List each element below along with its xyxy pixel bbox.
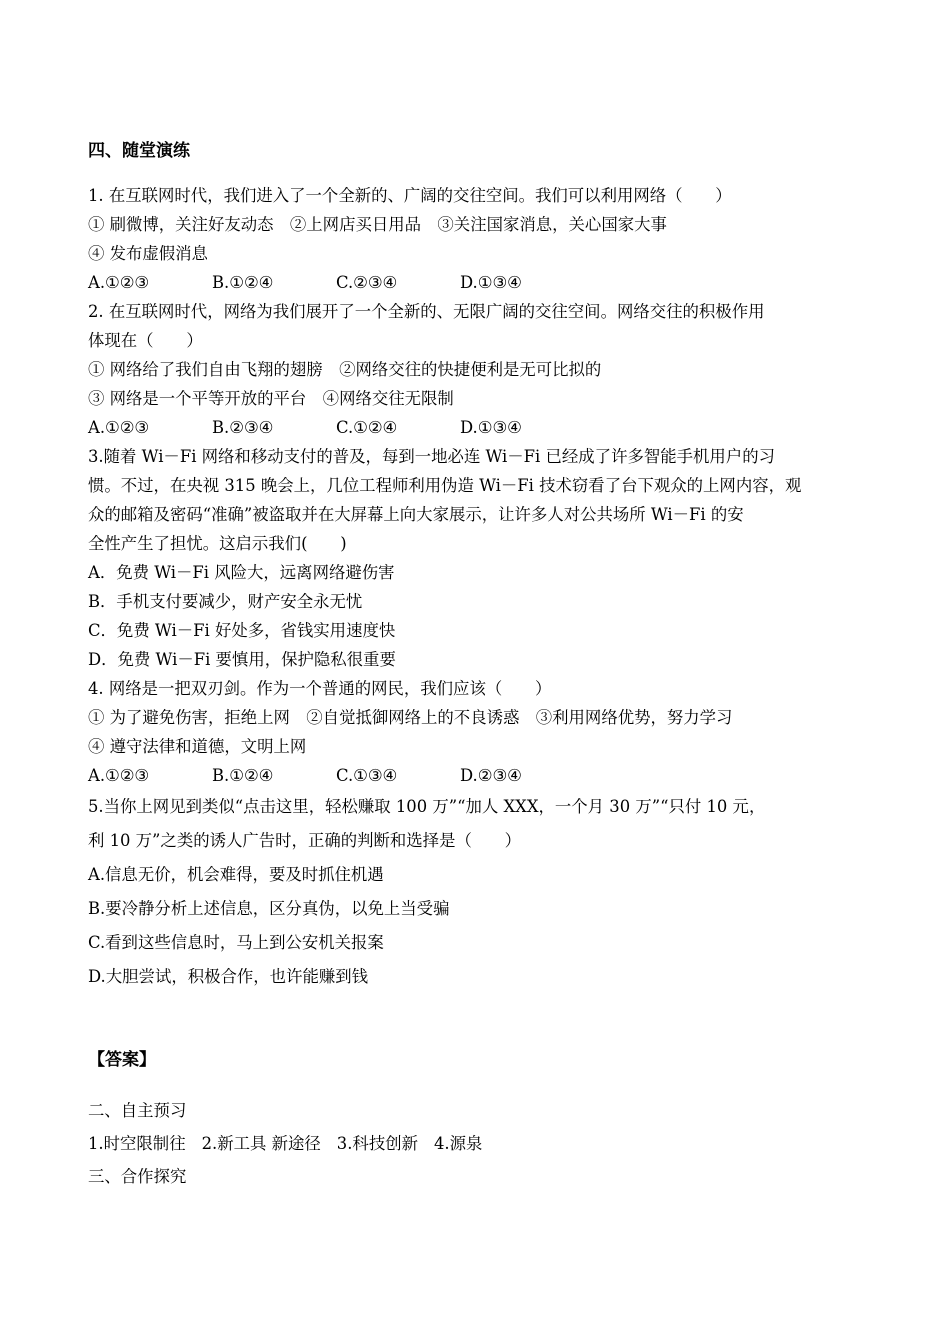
option-b: B.①②④ <box>212 766 274 785</box>
answers-part2-items <box>88 1127 482 1160</box>
answers-title: 【答案】 <box>88 1050 156 1070</box>
question-4 <box>88 674 870 790</box>
answer-item: 4.源泉 <box>434 1134 483 1153</box>
statement-line: ④ 遵守法律和道德，文明上网 <box>88 737 307 756</box>
question-3 <box>88 442 870 674</box>
question-stem-line: 4. 网络是一把双刃剑。作为一个普通的网民，我们应该（ ） <box>88 679 552 698</box>
option-d: D.大胆尝试，积极合作，也许能赚到钱 <box>88 967 369 986</box>
option-d: D.①③④ <box>460 418 522 437</box>
question-stem-line: 3.随着 Wi－Fi 网络和移动支付的普及，每到一地必连 Wi－Fi 已经成了许多智能手机用户的习 <box>88 447 775 466</box>
answer-item: 3.科技创新 <box>336 1134 418 1153</box>
options-row <box>88 413 870 442</box>
option-a: A．免费 Wi－Fi 风险大，远离网络避伤害 <box>88 563 395 582</box>
question-5 <box>88 790 870 994</box>
option-a: A.①②③ <box>88 273 150 292</box>
options-row <box>88 761 870 790</box>
statement-line: ① 刷微博，关注好友动态 ②上网店买日用品 ③关注国家消息，关心国家大事 <box>88 215 667 234</box>
answers-part3-heading: 三、合作探究 <box>88 1167 187 1186</box>
answer-item: 2.新工具 新途径 <box>201 1134 321 1153</box>
option-a: A.①②③ <box>88 766 150 785</box>
option-b: B.②③④ <box>212 418 274 437</box>
answers-section <box>88 1094 482 1193</box>
option-b: B．手机支付要减少，财产安全永无忧 <box>88 592 363 611</box>
answer-item: 1.时空限制往 <box>88 1134 186 1153</box>
option-d: D.②③④ <box>460 766 522 785</box>
question-1 <box>88 181 870 297</box>
question-stem-line: 全性产生了担忧。这启示我们( ) <box>88 534 347 553</box>
option-c: C.①②④ <box>336 418 398 437</box>
option-d: D．免费 Wi－Fi 要慎用，保护隐私很重要 <box>88 650 396 669</box>
exercise-body <box>88 181 870 994</box>
question-stem-line: 5.当你上网见到类似“点击这里，轻松赚取 100 万”“加人 XXX，一个月 30 万”“只付 10 元， <box>88 797 766 816</box>
question-stem-line: 2. 在互联网时代，网络为我们展开了一个全新的、无限广阔的交往空间。网络交往的积极作用 <box>88 302 765 321</box>
option-c: C.①③④ <box>336 766 398 785</box>
statement-line: ④ 发布虚假消息 <box>88 244 208 263</box>
option-b: B.要冷静分析上述信息，区分真伪，以免上当受骗 <box>88 899 450 918</box>
option-c: C.②③④ <box>336 273 398 292</box>
question-stem-line: 众的邮箱及密码“准确”被盗取并在大屏幕上向大家展示，让许多人对公共场所 Wi－Fi 的安 <box>88 505 744 524</box>
statement-line: ① 为了避免伤害，拒绝上网 ②自觉抵御网络上的不良诱惑 ③利用网络优势，努力学习 <box>88 708 733 727</box>
question-stem-line: 体现在（ ） <box>88 331 203 350</box>
option-d: D.①③④ <box>460 273 522 292</box>
section-title: 四、随堂演练 <box>88 141 190 161</box>
answers-part2-heading: 二、自主预习 <box>88 1101 187 1120</box>
option-b: B.①②④ <box>212 273 274 292</box>
statement-line: ③ 网络是一个平等开放的平台 ④网络交往无限制 <box>88 389 454 408</box>
question-stem-line: 利 10 万”之类的诱人广告时，正确的判断和选择是（ ） <box>88 831 522 850</box>
question-2 <box>88 297 870 442</box>
options-row <box>88 268 870 297</box>
option-c: C．免费 Wi－Fi 好处多，省钱实用速度快 <box>88 621 396 640</box>
option-a: A.①②③ <box>88 418 150 437</box>
option-c: C.看到这些信息时，马上到公安机关报案 <box>88 933 384 952</box>
question-stem-line: 1. 在互联网时代，我们进入了一个全新的、广阔的交往空间。我们可以利用网络（ ） <box>88 186 732 205</box>
option-a: A.信息无价，机会难得，要及时抓住机遇 <box>88 865 384 884</box>
question-stem-line: 惯。不过，在央视 315 晚会上，几位工程师利用伪造 Wi－Fi 技术窃看了台下观众的上网内容，观 <box>88 476 802 495</box>
statement-line: ① 网络给了我们自由飞翔的翅膀 ②网络交往的快捷便利是无可比拟的 <box>88 360 602 379</box>
